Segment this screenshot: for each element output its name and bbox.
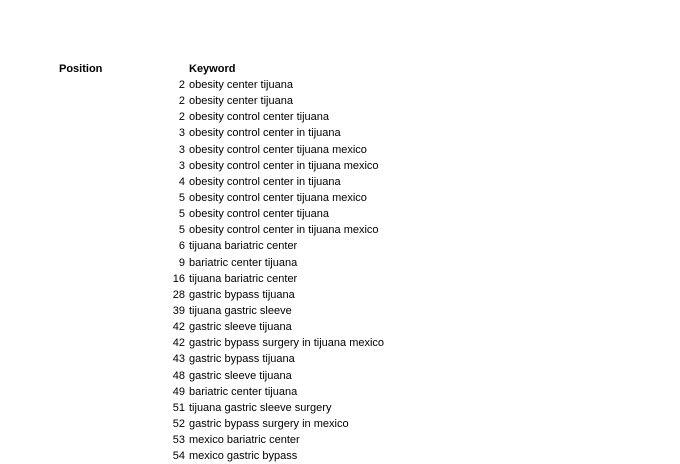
table-row <box>0 303 680 319</box>
position-cell: 54 <box>172 450 185 463</box>
table-row <box>0 335 680 351</box>
keyword-cell: mexico gastric bypass <box>189 450 298 463</box>
table-row <box>0 238 680 254</box>
keyword-cell: obesity control center in tijuana <box>189 175 341 188</box>
keyword-cell: gastric bypass surgery in mexico <box>189 417 349 430</box>
table-row <box>0 351 680 367</box>
position-cell: 6 <box>178 240 185 253</box>
position-cell: 42 <box>172 321 185 334</box>
position-cell: 52 <box>172 417 185 430</box>
table-row <box>0 368 680 384</box>
keyword-cell: obesity control center in tijuana mexico <box>189 159 379 172</box>
keyword-cell: obesity control center in tijuana mexico <box>189 224 379 237</box>
table-row <box>0 109 680 125</box>
position-cell: 39 <box>172 304 185 317</box>
table-row <box>0 416 680 432</box>
keyword-cell: obesity control center tijuana mexico <box>189 191 367 204</box>
keyword-cell: obesity center tijuana <box>189 95 293 108</box>
table-row <box>0 432 680 448</box>
position-cell: 2 <box>178 79 185 91</box>
keyword-column-header: Keyword <box>189 63 236 75</box>
keyword-cell: mexico bariatric center <box>189 434 300 447</box>
keyword-cell: bariatric center tijuana <box>189 256 298 269</box>
position-cell: 9 <box>178 256 185 269</box>
table-row <box>0 271 680 287</box>
keyword-cell: obesity center tijuana <box>189 79 293 91</box>
table-row <box>0 448 680 464</box>
position-cell: 4 <box>178 175 185 188</box>
position-cell: 3 <box>178 143 185 156</box>
table-row <box>0 93 680 109</box>
keyword-cell: obesity control center tijuana <box>189 111 330 124</box>
table-row <box>0 174 680 190</box>
table-row <box>0 222 680 238</box>
position-cell: 48 <box>172 369 185 382</box>
position-cell: 42 <box>172 337 185 350</box>
position-cell: 16 <box>172 272 185 285</box>
keyword-cell: tijuana bariatric center <box>189 240 298 253</box>
position-cell: 2 <box>178 111 185 124</box>
table-row <box>0 287 680 303</box>
keyword-cell: gastric bypass surgery in tijuana mexico <box>189 337 384 350</box>
table-row <box>0 190 680 206</box>
keyword-cell: obesity control center in tijuana <box>189 127 341 140</box>
keyword-cell: gastric bypass tijuana <box>189 353 295 366</box>
position-cell: 28 <box>172 288 185 301</box>
keyword-cell: obesity control center tijuana mexico <box>189 143 367 156</box>
keyword-cell: gastric bypass tijuana <box>189 288 295 301</box>
position-cell: 5 <box>178 224 185 237</box>
keyword-rankings-table <box>0 77 680 464</box>
position-cell: 2 <box>178 95 185 108</box>
table-row <box>0 255 680 271</box>
keyword-cell: gastric sleeve tijuana <box>189 321 292 334</box>
position-column-header: Position <box>59 63 103 75</box>
position-cell: 53 <box>172 434 185 447</box>
table-row <box>0 158 680 174</box>
keyword-cell: tijuana gastric sleeve <box>189 304 292 317</box>
position-cell: 49 <box>172 385 185 398</box>
keyword-cell: tijuana gastric sleeve surgery <box>189 401 332 414</box>
position-cell: 5 <box>178 191 185 204</box>
position-cell: 3 <box>178 159 185 172</box>
position-cell: 5 <box>178 208 185 221</box>
table-row <box>0 384 680 400</box>
table-row <box>0 142 680 158</box>
position-cell: 43 <box>172 353 185 366</box>
position-cell: 51 <box>172 401 185 414</box>
table-row <box>0 400 680 416</box>
table-row <box>0 319 680 335</box>
keyword-cell: bariatric center tijuana <box>189 385 298 398</box>
table-row <box>0 77 680 93</box>
keyword-cell: tijuana bariatric center <box>189 272 298 285</box>
position-cell: 3 <box>178 127 185 140</box>
table-row <box>0 125 680 141</box>
keyword-cell: obesity control center tijuana <box>189 208 330 221</box>
table-row <box>0 206 680 222</box>
keyword-cell: gastric sleeve tijuana <box>189 369 292 382</box>
